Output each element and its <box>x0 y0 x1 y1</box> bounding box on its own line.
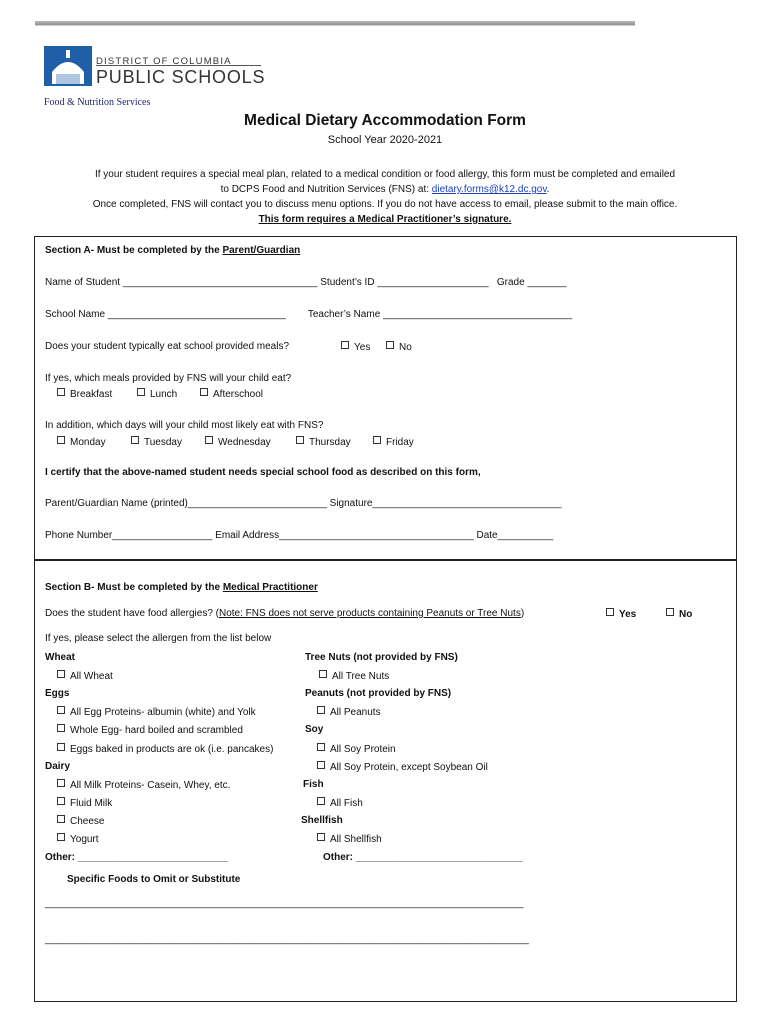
allergy-no-option[interactable]: No <box>666 608 692 620</box>
allergen-option[interactable]: All Milk Proteins- Casein, Whey, etc. <box>57 779 230 791</box>
checkbox-icon[interactable] <box>606 608 614 616</box>
checkbox-icon[interactable] <box>341 341 349 349</box>
capitol-dome-icon <box>44 46 92 86</box>
meal-option-lunch[interactable]: Lunch <box>137 388 177 400</box>
group-peanuts: Peanuts (not provided by FNS) <box>305 688 452 699</box>
day-option-tuesday[interactable]: Tuesday <box>131 436 182 448</box>
allergen-option[interactable]: All Egg Proteins- albumin (white) and Yolk <box>57 706 256 718</box>
day-option-monday[interactable]: Monday <box>57 436 106 448</box>
day-option-wednesday[interactable]: Wednesday <box>205 436 271 448</box>
school-year: School Year 2020-2021 <box>327 134 443 146</box>
meals-no-option[interactable]: No <box>386 341 412 353</box>
other-left-field[interactable]: Other: ___________________________ <box>45 852 228 863</box>
phone-email-date-line[interactable]: Phone Number__________________ Email Address___________________________________ Date__________ <box>45 530 554 541</box>
specific-foods-line-1[interactable]: ______________________________________________________________________________________ <box>45 898 524 909</box>
group-soy: Soy <box>305 724 324 735</box>
checkbox-icon[interactable] <box>57 815 65 823</box>
checkbox-icon[interactable] <box>137 388 145 396</box>
intro-text <box>0 167 770 227</box>
checkbox-icon[interactable] <box>205 436 213 444</box>
checkbox-icon[interactable] <box>317 706 325 714</box>
logo-subtitle: Food & Nutrition Services <box>44 97 151 108</box>
allergen-option[interactable]: All Peanuts <box>317 706 381 718</box>
allergen-option[interactable]: Fluid Milk <box>57 797 112 809</box>
signature-note: This form requires a Medical Practitioner’s signature. <box>258 214 512 225</box>
checkbox-icon[interactable] <box>57 797 65 805</box>
group-dairy: Dairy <box>45 761 71 772</box>
intro-line-3: Once completed, FNS will contact you to discuss menu options. If you do not have access to email, please submit to the main office. <box>92 199 678 210</box>
checkbox-icon[interactable] <box>319 670 327 678</box>
checkbox-icon[interactable] <box>57 388 65 396</box>
section-a-heading: Section A- Must be completed by the Parent/Guardian <box>45 245 301 256</box>
checkbox-icon[interactable] <box>317 761 325 769</box>
intro-line-2: to DCPS Food and Nutrition Services (FNS) at: dietary.forms@k12.dc.gov. <box>220 184 550 195</box>
allergen-option[interactable]: Cheese <box>57 815 104 827</box>
checkbox-icon[interactable] <box>57 833 65 841</box>
allergen-option[interactable]: Yogurt <box>57 833 99 845</box>
certify-statement: I certify that the above-named student needs special school food as described on this form, <box>45 467 481 478</box>
specific-foods-heading: Specific Foods to Omit or Substitute <box>67 874 241 885</box>
checkbox-icon[interactable] <box>57 436 65 444</box>
food-allergy-question: Does the student have food allergies? (Note: FNS does not serve products containing Peanuts or Tree Nuts) <box>45 608 525 619</box>
allergen-option[interactable]: All Soy Protein, except Soybean Oil <box>317 761 488 773</box>
dcps-logo <box>44 46 274 112</box>
meals-yes-option[interactable]: Yes <box>341 341 370 353</box>
group-tree-nuts: Tree Nuts (not provided by FNS) <box>305 652 458 663</box>
allergen-option[interactable]: All Fish <box>317 797 363 809</box>
checkbox-icon[interactable] <box>57 706 65 714</box>
checkbox-icon[interactable] <box>296 436 304 444</box>
checkbox-icon[interactable] <box>57 724 65 732</box>
day-option-friday[interactable]: Friday <box>373 436 414 448</box>
meals-question: Does your student typically eat school provided meals? <box>45 341 290 352</box>
top-rule <box>35 21 635 26</box>
checkbox-icon[interactable] <box>317 797 325 805</box>
allergen-option[interactable]: Eggs baked in products are ok (i.e. pancakes) <box>57 743 273 755</box>
allergy-yes-option[interactable]: Yes <box>606 608 636 620</box>
checkbox-icon[interactable] <box>373 436 381 444</box>
logo-district: DISTRICT OF COLUMBIA <box>96 56 232 67</box>
which-days-question: In addition, which days will your child most likely eat with FNS? <box>45 420 324 431</box>
group-shellfish: Shellfish <box>301 815 343 826</box>
group-eggs: Eggs <box>45 688 70 699</box>
checkbox-icon[interactable] <box>57 779 65 787</box>
which-meals-question: If yes, which meals provided by FNS will your child eat? <box>45 373 292 384</box>
checkbox-icon[interactable] <box>200 388 208 396</box>
allergen-option[interactable]: All Tree Nuts <box>319 670 389 682</box>
student-info-line[interactable]: Name of Student ___________________________________ Student’s ID ____________________ Grade _______ <box>45 277 567 288</box>
allergen-option[interactable]: All Wheat <box>57 670 113 682</box>
checkbox-icon[interactable] <box>386 341 394 349</box>
meal-option-breakfast[interactable]: Breakfast <box>57 388 112 400</box>
allergen-select-prompt: If yes, please select the allergen from the list below <box>45 633 272 644</box>
allergen-option[interactable]: Whole Egg- hard boiled and scrambled <box>57 724 243 736</box>
school-info-line[interactable]: School Name ________________________________ Teacher’s Name __________________________________ <box>45 309 573 320</box>
checkbox-icon[interactable] <box>317 743 325 751</box>
checkbox-icon[interactable] <box>57 670 65 678</box>
checkbox-icon[interactable] <box>317 833 325 841</box>
section-b-heading: Section B- Must be completed by the Medical Practitioner <box>45 582 318 593</box>
email-link[interactable]: dietary.forms@k12.dc.gov <box>431 184 547 195</box>
specific-foods-line-2[interactable]: _______________________________________________________________________________________ <box>45 934 529 945</box>
parent-signature-line[interactable]: Parent/Guardian Name (printed)_________________________ Signature__________________________________ <box>45 498 562 509</box>
allergen-option[interactable]: All Soy Protein <box>317 743 396 755</box>
checkbox-icon[interactable] <box>131 436 139 444</box>
meal-option-afterschool[interactable]: Afterschool <box>200 388 263 400</box>
group-wheat: Wheat <box>45 652 75 663</box>
allergen-option[interactable]: All Shellfish <box>317 833 382 845</box>
other-right-field[interactable]: Other: ______________________________ <box>323 852 523 863</box>
logo-public-schools: PUBLIC SCHOOLS <box>96 67 266 87</box>
group-fish: Fish <box>303 779 324 790</box>
checkbox-icon[interactable] <box>57 743 65 751</box>
form-title: Medical Dietary Accommodation Form <box>244 112 526 129</box>
checkbox-icon[interactable] <box>666 608 674 616</box>
intro-line-1: If your student requires a special meal plan, related to a medical condition or food allergy, this form must be completed and emailed <box>94 169 676 180</box>
day-option-thursday[interactable]: Thursday <box>296 436 351 448</box>
